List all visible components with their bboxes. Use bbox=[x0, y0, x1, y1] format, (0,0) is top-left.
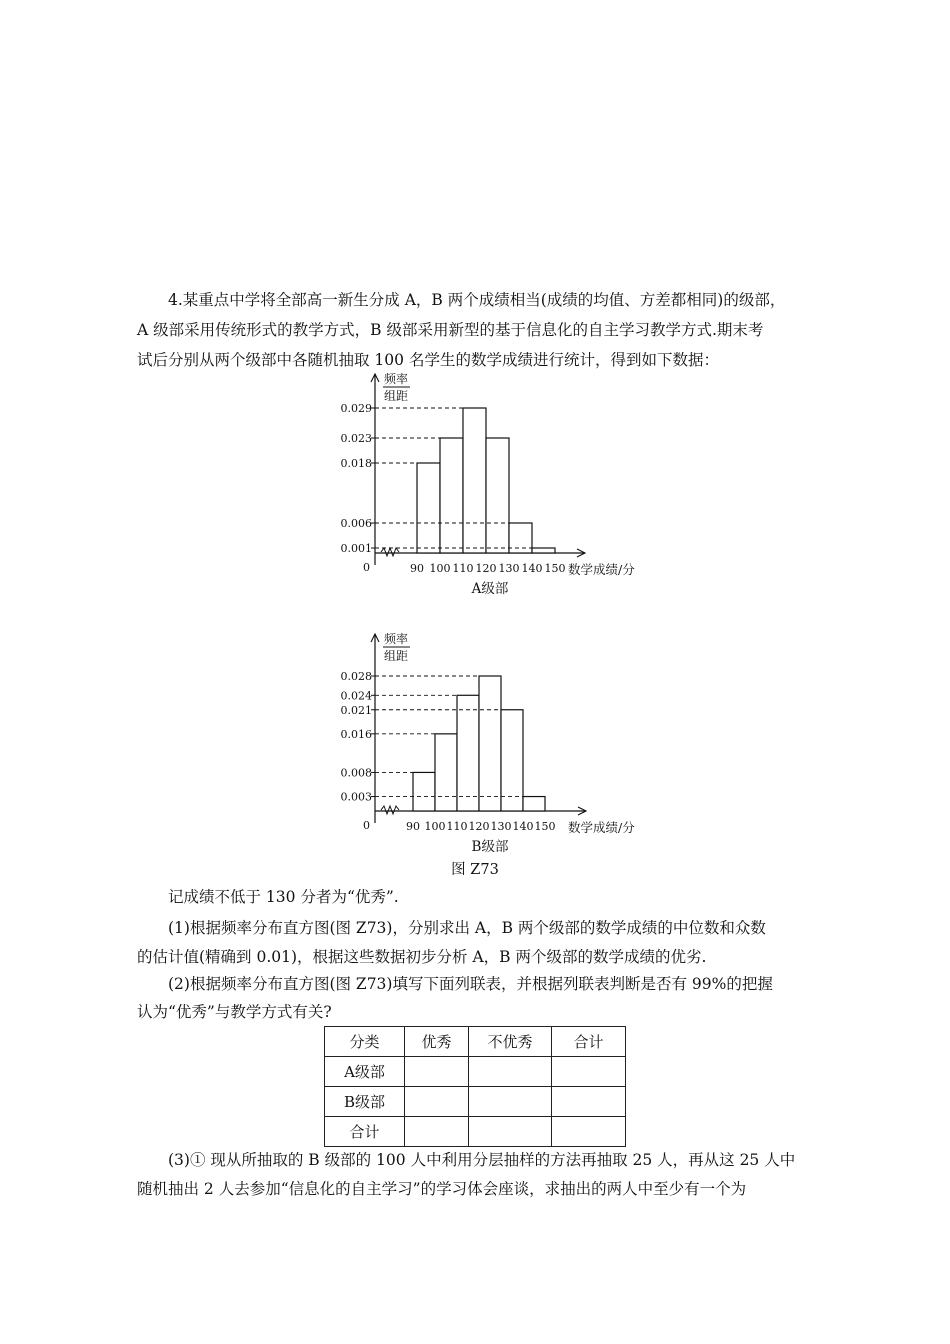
table-header-cell: 优秀 bbox=[405, 1027, 469, 1057]
table-cell bbox=[552, 1087, 626, 1117]
x-tick-label: 130 bbox=[490, 820, 512, 833]
y-tick-label: 0.024 bbox=[340, 689, 372, 703]
y-tick-label: 0.021 bbox=[340, 703, 372, 717]
x-tick-label: 150 bbox=[534, 820, 556, 833]
axis-break-zigzag bbox=[381, 548, 399, 556]
table-header-cell: 不优秀 bbox=[469, 1027, 552, 1057]
table-cell: B级部 bbox=[325, 1087, 405, 1117]
q2-line-1: (2)根据频率分布直方图(图 Z73)填写下面列联表，并根据列联表判断是否有 99%的把握 bbox=[168, 975, 773, 993]
chart-subtitle: B级部 bbox=[471, 839, 509, 855]
x-tick-label: 100 bbox=[429, 562, 451, 575]
x-tick-label: 110 bbox=[452, 562, 474, 575]
x-tick-label: 120 bbox=[475, 562, 497, 575]
x-tick-label: 140 bbox=[512, 820, 534, 833]
table-cell bbox=[469, 1087, 552, 1117]
origin-label: 0 bbox=[363, 819, 370, 832]
histogram-bar bbox=[417, 463, 440, 553]
histogram-bar bbox=[413, 772, 435, 811]
y-tick-label: 0.006 bbox=[340, 517, 372, 530]
axis-break-zigzag bbox=[381, 806, 399, 814]
figure-caption: 图 Z73 bbox=[451, 862, 499, 878]
table-header-cell: 合计 bbox=[552, 1027, 626, 1057]
origin-label: 0 bbox=[363, 561, 370, 574]
y-axis-label-top: 频率 bbox=[384, 632, 409, 646]
q2-line-2: 认为“优秀”与教学方式有关? bbox=[137, 1003, 332, 1021]
histogram-bar bbox=[523, 797, 545, 811]
x-tick-label: 110 bbox=[446, 820, 468, 833]
table-cell bbox=[469, 1057, 552, 1087]
q3-line-1: (3)① 现从所抽取的 B 级部的 100 人中利用分层抽样的方法再抽取 25 人，再从这 25 人中 bbox=[168, 1151, 796, 1169]
x-axis-arrow bbox=[578, 807, 586, 815]
y-tick-label: 0.008 bbox=[340, 766, 372, 780]
y-axis-label-bottom: 组距 bbox=[384, 389, 409, 403]
table-row bbox=[325, 1117, 626, 1147]
histogram-bar bbox=[532, 548, 555, 553]
histogram-bar bbox=[435, 734, 457, 811]
table-cell bbox=[405, 1087, 469, 1117]
problem-line-3: 试后分别从两个级部中各随机抽取 100 名学生的数学成绩进行统计，得到如下数据： bbox=[137, 351, 719, 369]
table-cell bbox=[469, 1117, 552, 1147]
x-tick-label: 130 bbox=[498, 562, 520, 575]
y-tick-label: 0.001 bbox=[340, 542, 372, 555]
q1-line-1: (1)根据频率分布直方图(图 Z73)，分别求出 A，B 两个级部的数学成绩的中位数和众数 bbox=[168, 919, 766, 937]
x-axis-label: 数学成绩/分 bbox=[568, 820, 635, 835]
y-tick-label: 0.016 bbox=[340, 727, 372, 741]
contingency-table bbox=[324, 1026, 626, 1147]
table-cell bbox=[552, 1057, 626, 1087]
table-cell bbox=[405, 1057, 469, 1087]
table-cell bbox=[405, 1117, 469, 1147]
problem-line-1: 4.某重点中学将全部高一新生分成 A，B 两个成绩相当(成绩的均值、方差都相同)的级部， bbox=[168, 291, 786, 309]
table-header-cell: 分类 bbox=[325, 1027, 405, 1057]
chart-subtitle: A级部 bbox=[471, 581, 509, 597]
x-axis-arrow bbox=[577, 549, 585, 557]
y-axis-label-top: 频率 bbox=[384, 372, 409, 386]
y-tick-label: 0.018 bbox=[340, 457, 372, 470]
table-row bbox=[325, 1087, 626, 1117]
histogram-bar bbox=[479, 676, 501, 811]
statement: 记成绩不低于 130 分者为“优秀”. bbox=[168, 888, 399, 906]
x-tick-label: 120 bbox=[468, 820, 490, 833]
x-tick-label: 150 bbox=[544, 562, 566, 575]
histogram-bar bbox=[440, 438, 463, 553]
y-tick-label: 0.028 bbox=[340, 670, 372, 683]
x-tick-label: 140 bbox=[521, 562, 543, 575]
table-cell: A级部 bbox=[325, 1057, 405, 1087]
y-tick-label: 0.029 bbox=[340, 402, 372, 415]
table-cell: 合计 bbox=[325, 1117, 405, 1147]
y-axis-arrow bbox=[371, 374, 379, 382]
x-tick-label: 90 bbox=[410, 562, 424, 575]
x-tick-label: 100 bbox=[424, 820, 446, 833]
problem-line-2: A 级部采用传统形式的教学方式，B 级部采用新型的基于信息化的自主学习教学方式.期末考 bbox=[137, 321, 764, 339]
histogram-bar bbox=[486, 438, 509, 553]
y-axis-arrow bbox=[371, 634, 379, 642]
y-tick-label: 0.023 bbox=[340, 432, 372, 445]
histogram-bar bbox=[501, 710, 523, 811]
q1-line-2: 的估计值(精确到 0.01)，根据这些数据初步分析 A，B 两个级部的数学成绩的优劣. bbox=[137, 948, 707, 966]
y-tick-label: 0.003 bbox=[340, 790, 372, 804]
histogram-bar bbox=[509, 523, 532, 553]
histogram-bar bbox=[463, 408, 486, 553]
table-header-row bbox=[325, 1027, 626, 1057]
table-cell bbox=[552, 1117, 626, 1147]
x-axis-label: 数学成绩/分 bbox=[568, 562, 635, 577]
histogram-bar bbox=[457, 695, 479, 811]
q3-line-2: 随机抽出 2 人去参加“信息化的自主学习”的学习体会座谈，求抽出的两人中至少有一个为 bbox=[137, 1180, 747, 1198]
table-row bbox=[325, 1057, 626, 1087]
y-axis-label-bottom: 组距 bbox=[384, 649, 409, 663]
x-tick-label: 90 bbox=[406, 820, 420, 833]
